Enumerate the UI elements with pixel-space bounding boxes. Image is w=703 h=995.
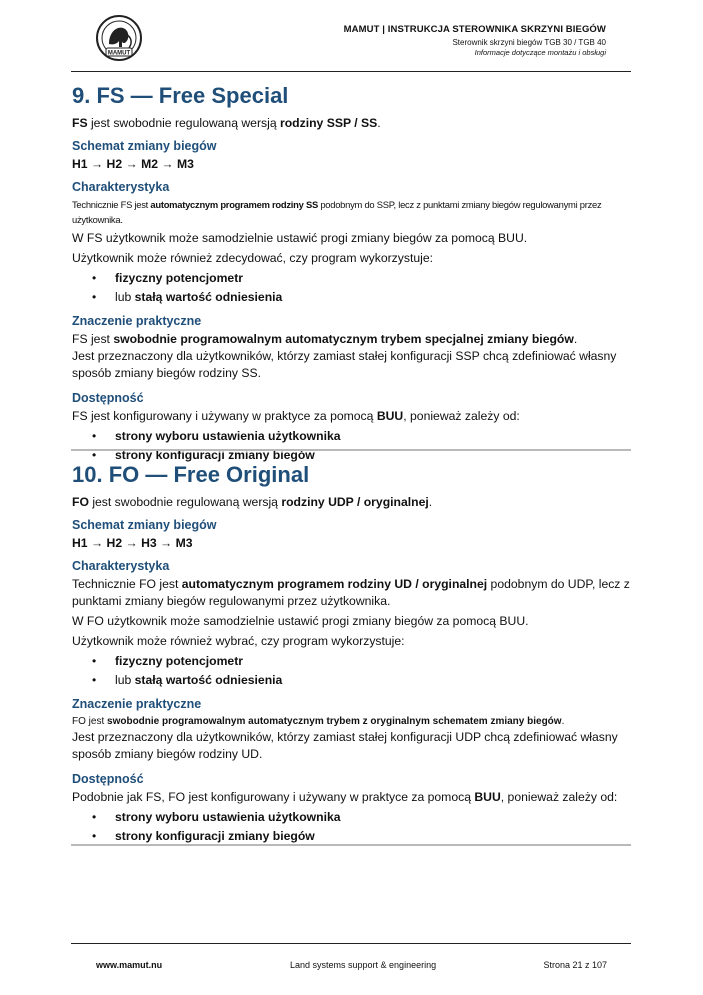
characteristics-text: Technicznie FO jest automatycznym programem rodziny UD / oryginalnej podobnym do UDP, lecz z punktami zmiany biegów regulowanymi przez użytkownika.: [72, 577, 630, 608]
list-item: • strony wyboru ustawienia użytkownika: [92, 810, 341, 824]
section-fs: [72, 82, 632, 465]
list-item: • fizyczny potencjometr: [92, 271, 243, 285]
header-title: MAMUT | INSTRUKCJA STEROWNIKA SKRZYNI BIEGÓW: [343, 24, 606, 35]
characteristics-text-2: W FO użytkownik może samodzielnie ustawić progi zmiany biegów za pomocą BUU.: [72, 614, 529, 628]
header-rule: [71, 71, 631, 72]
list-item: • lub stałą wartość odniesienia: [92, 673, 283, 687]
characteristics-text-2: W FS użytkownik może samodzielnie ustawić progi zmiany biegów za pomocą BUU.: [72, 231, 528, 245]
list-item: • strony wyboru ustawienia użytkownika: [92, 429, 341, 443]
section-intro: FO jest swobodnie regulowaną wersją rodziny UDP / oryginalnej.: [72, 495, 433, 509]
list-item: • fizyczny potencjometr: [92, 654, 243, 668]
meaning-text-2: Jest przeznaczony dla użytkowników, którzy zamiast stałej konfiguracji UDP chcą zdefiniować własny sposób zmiany biegów rodziny UD.: [72, 730, 618, 761]
list-item: • strony konfiguracji zmiany biegów: [92, 829, 315, 843]
schema-heading: Schemat zmiany biegów: [72, 518, 217, 532]
meaning-text: FS jest swobodnie programowalnym automatycznym trybem specjalnej zmiany biegów.: [72, 332, 578, 346]
characteristics-text-3: Użytkownik może również wybrać, czy program wykorzystuje:: [72, 634, 405, 648]
section-title: 9. FS — Free Special: [72, 83, 289, 108]
footer-tagline: Land systems support & engineering: [290, 960, 437, 970]
option-list: [72, 269, 632, 307]
schema-sequence: H1 → H2 → H3 → M3: [72, 536, 193, 550]
characteristics-text-3: Użytkownik może również zdecydować, czy program wykorzystuje:: [72, 251, 434, 265]
section-divider: [71, 449, 631, 451]
availability-heading: Dostępność: [72, 391, 144, 405]
mamut-logo: [95, 14, 143, 62]
meaning-heading: Znaczenie praktyczne: [72, 697, 202, 711]
schema-heading: Schemat zmiany biegów: [72, 139, 217, 153]
availability-text: Podobnie jak FS, FO jest konfigurowany i używany w praktyce za pomocą BUU, ponieważ zależy od:: [72, 790, 618, 804]
availability-heading: Dostępność: [72, 772, 144, 786]
list-item: • lub stałą wartość odniesienia: [92, 290, 283, 304]
characteristics-heading: Charakterystyka: [72, 180, 170, 194]
option-list: [72, 652, 632, 690]
dependency-list: [72, 427, 632, 465]
footer-website: www.mamut.nu: [96, 960, 163, 970]
list-item: • strony konfiguracji zmiany biegów: [92, 448, 315, 462]
section-fo: [72, 461, 632, 846]
section-intro: FS jest swobodnie regulowaną wersją rodziny SSP / SS.: [72, 116, 381, 130]
section-divider: [71, 844, 631, 846]
meaning-heading: Znaczenie praktyczne: [72, 314, 202, 328]
dependency-list: [72, 808, 632, 846]
schema-sequence: H1 → H2 → M2 → M3: [72, 157, 194, 171]
meaning-text: FO jest swobodnie programowalnym automatycznym trybem z oryginalnym schematem zmiany biegów.: [72, 716, 565, 727]
footer-rule: [71, 943, 631, 944]
header-subtitle: Sterownik skrzyni biegów TGB 30 / TGB 40: [452, 38, 606, 47]
header-note: Informacje dotyczące montażu i obsługi: [474, 48, 606, 57]
meaning-text-2: Jest przeznaczony dla użytkowników, którzy zamiast stałej konfiguracji SSP chcą zdefiniować własny sposób zmiany biegów rodziny SS.: [72, 349, 617, 380]
characteristics-text: Technicznie FS jest automatycznym programem rodziny SS podobnym do SSP, lecz z punktami zmiany biegów regulowanymi przez użytkownika.: [72, 199, 602, 225]
availability-text: FS jest konfigurowany i używany w praktyce za pomocą BUU, ponieważ zależy od:: [72, 409, 520, 423]
svg-text:MAMUT: MAMUT: [107, 50, 131, 57]
characteristics-heading: Charakterystyka: [72, 559, 170, 573]
footer-page-number: Strona 21 z 107: [543, 960, 607, 970]
section-title: 10. FO — Free Original: [72, 462, 310, 487]
